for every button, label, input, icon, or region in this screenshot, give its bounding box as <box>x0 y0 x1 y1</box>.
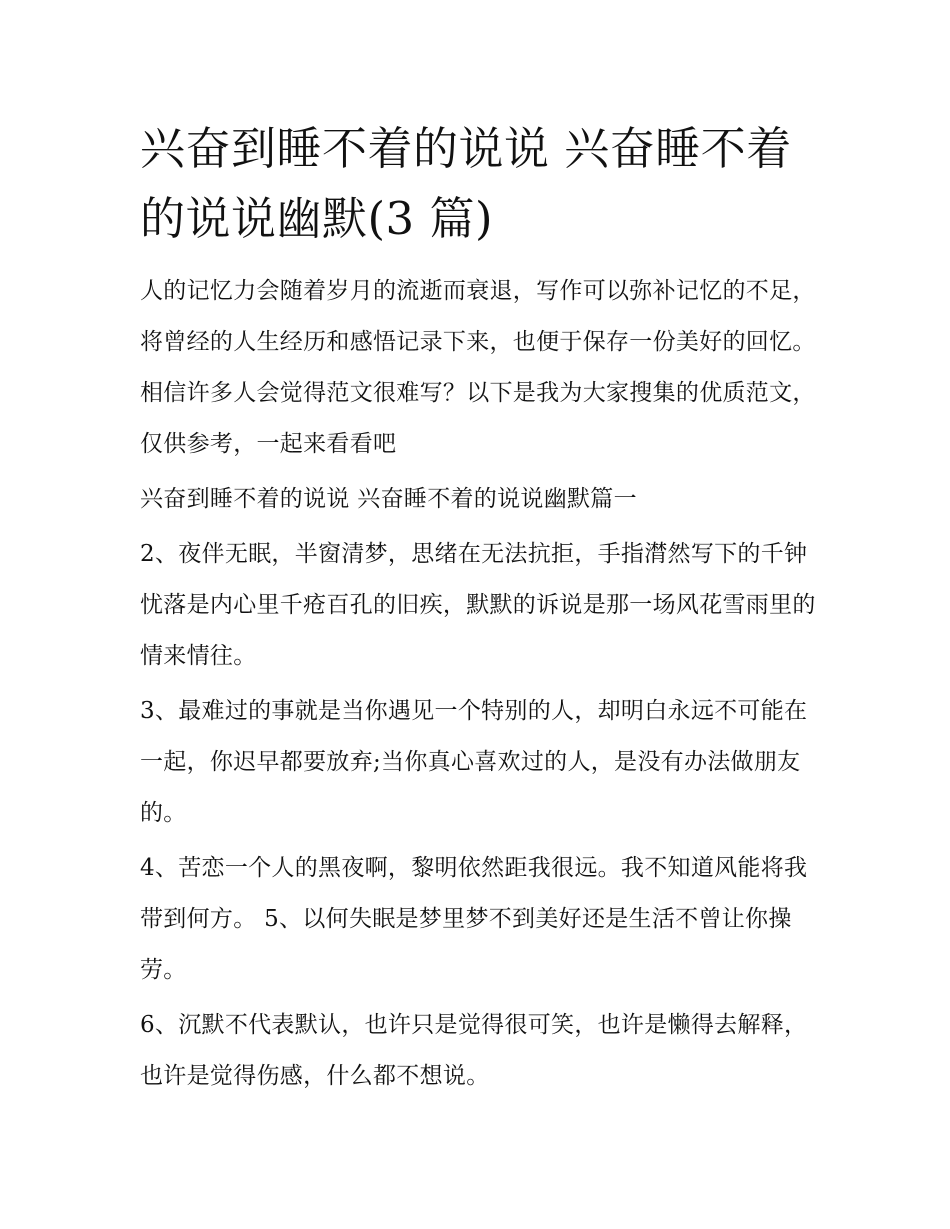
document-title: 兴奋到睡不着的说说 兴奋睡不着的说说幽默(3 篇) <box>140 122 792 245</box>
list-item: 6、沉默不代表默认，也许只是觉得很可笑，也许是懒得去解释，也许是觉得伤感，什么都不想说。 <box>140 1012 808 1089</box>
document-body <box>140 114 820 1106</box>
section-heading: 兴奋到睡不着的说说 兴奋睡不着的说说幽默篇一 <box>140 486 637 512</box>
list-item: 4、苦恋一个人的黑夜啊，黎明依然距我很远。我不知道风能将我带到何方。 5、以何失眠是梦里梦不到美好还是生活不曾让你操劳。 <box>140 855 808 983</box>
list-item: 2、夜伴无眠，半窗清梦，思绪在无法抗拒，手指潸然写下的千钟忧落是内心里千疮百孔的旧疾，默默的诉说是那一场风花雪雨里的情来情往。 <box>140 541 816 669</box>
intro-paragraph: 人的记忆力会随着岁月的流逝而衰退，写作可以弥补记忆的不足，将曾经的人生经历和感悟记录下来，也便于保存一份美好的回忆。相信许多人会觉得范文很难写？以下是我为大家搜集的优质范文，仅供参考，一起来看看吧 <box>140 278 816 457</box>
list-item: 3、最难过的事就是当你遇见一个特别的人，却明白永远不可能在一起，你迟早都要放弃;当你真心喜欢过的人，是没有办法做朋友的。 <box>140 698 808 826</box>
